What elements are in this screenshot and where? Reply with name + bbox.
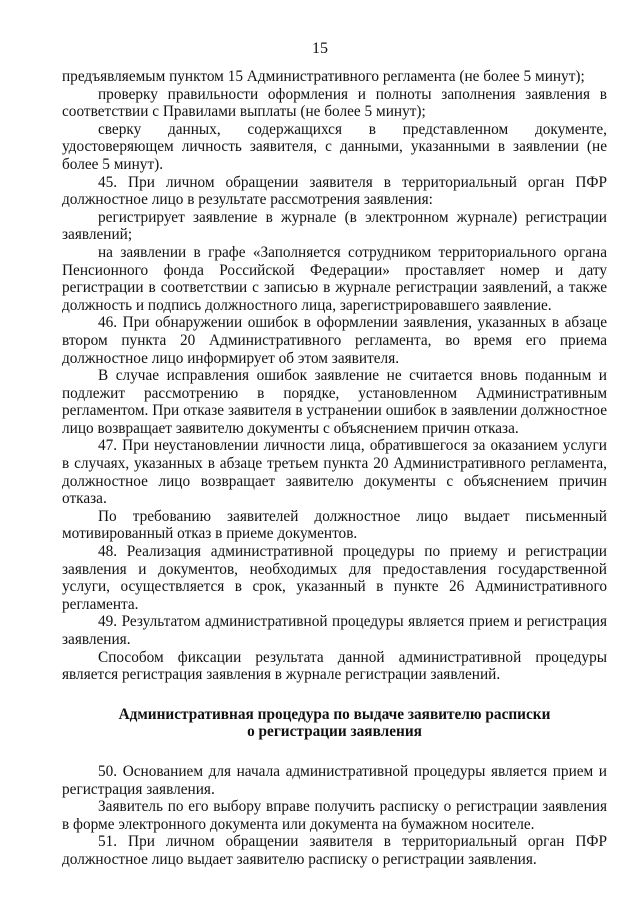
paragraph: проверку правильности оформления и полноты заполнения заявления в соответствии с Правилами выплаты (не более 5 минут); xyxy=(62,85,607,121)
paragraph: на заявлении в графе «Заполняется сотрудником территориального органа Пенсионного фонда Российской Федерации» проставляет номер и дату регистрации в соответствии с записью в журнале регистрации заявлений, а также должность и подпись должностного лица, зарегистрировавшего заявление. xyxy=(62,243,607,314)
paragraph: Заявитель по его выбору вправе получить расписку о регистрации заявления в форме электронного документа или документа на бумажном носителе. xyxy=(62,798,607,833)
document-body xyxy=(62,68,607,869)
paragraph: 47. При неустановлении личности лица, обратившегося за оказанием услуги в случаях, указанных в абзаце третьем пункта 20 Административного регламента, должностное лицо возвращает заявителю документы с объяснением причин отказа. xyxy=(62,437,607,508)
paragraph: 49. Результатом административной процедуры является прием и регистрация заявления. xyxy=(62,613,607,648)
paragraph: В случае исправления ошибок заявление не считается вновь поданным и подлежит рассмотрению в порядке, установленном Административным регламентом. При отказе заявителя в устранении ошибок в заявлении должностное лицо возвращает заявителю документы с объяснением причин отказа. xyxy=(62,367,607,437)
section-title-line: о регистрации заявления xyxy=(247,723,422,741)
paragraph: регистрирует заявление в журнале (в электронном журнале) регистрации заявлений; xyxy=(62,208,607,244)
paragraph: 51. При личном обращении заявителя в территориальный орган ПФР должностное лицо выдает заявителю расписку о регистрации заявления. xyxy=(62,833,607,868)
page-number: 15 xyxy=(312,40,328,57)
paragraph: предъявляемым пунктом 15 Административного регламента (не более 5 минут); xyxy=(62,68,585,85)
section-title-line: Административная процедура по выдаче заявителю расписки xyxy=(118,705,551,723)
paragraph: сверку данных, содержащихся в представленном документе, удостоверяющем личность заявителя, с данными, указанными в заявлении (не более 5 минут). xyxy=(62,120,607,173)
paragraph: Способом фиксации результата данной административной процедуры является регистрация заявления в журнале регистрации заявлений. xyxy=(62,648,607,684)
section-title xyxy=(62,706,607,741)
paragraph: 50. Основанием для начала административной процедуры является прием и регистрация заявления. xyxy=(62,762,607,798)
paragraph: 48. Реализация административной процедуры по приему и регистрации заявления и документов, необходимых для предоставления государственной услуги, осуществляется в срок, указанный в пункте 26 Административного регламента. xyxy=(62,543,607,613)
paragraph: 45. При личном обращении заявителя в территориальный орган ПФР должностное лицо в результате рассмотрения заявления: xyxy=(62,173,607,209)
paragraph: 46. При обнаружении ошибок в оформлении заявления, указанных в абзаце втором пункта 20 Административного регламента, во время его приема должностное лицо информирует об этом заявителя. xyxy=(62,314,607,367)
paragraph: По требованию заявителей должностное лицо выдает письменный мотивированный отказ в приеме документов. xyxy=(62,507,607,543)
